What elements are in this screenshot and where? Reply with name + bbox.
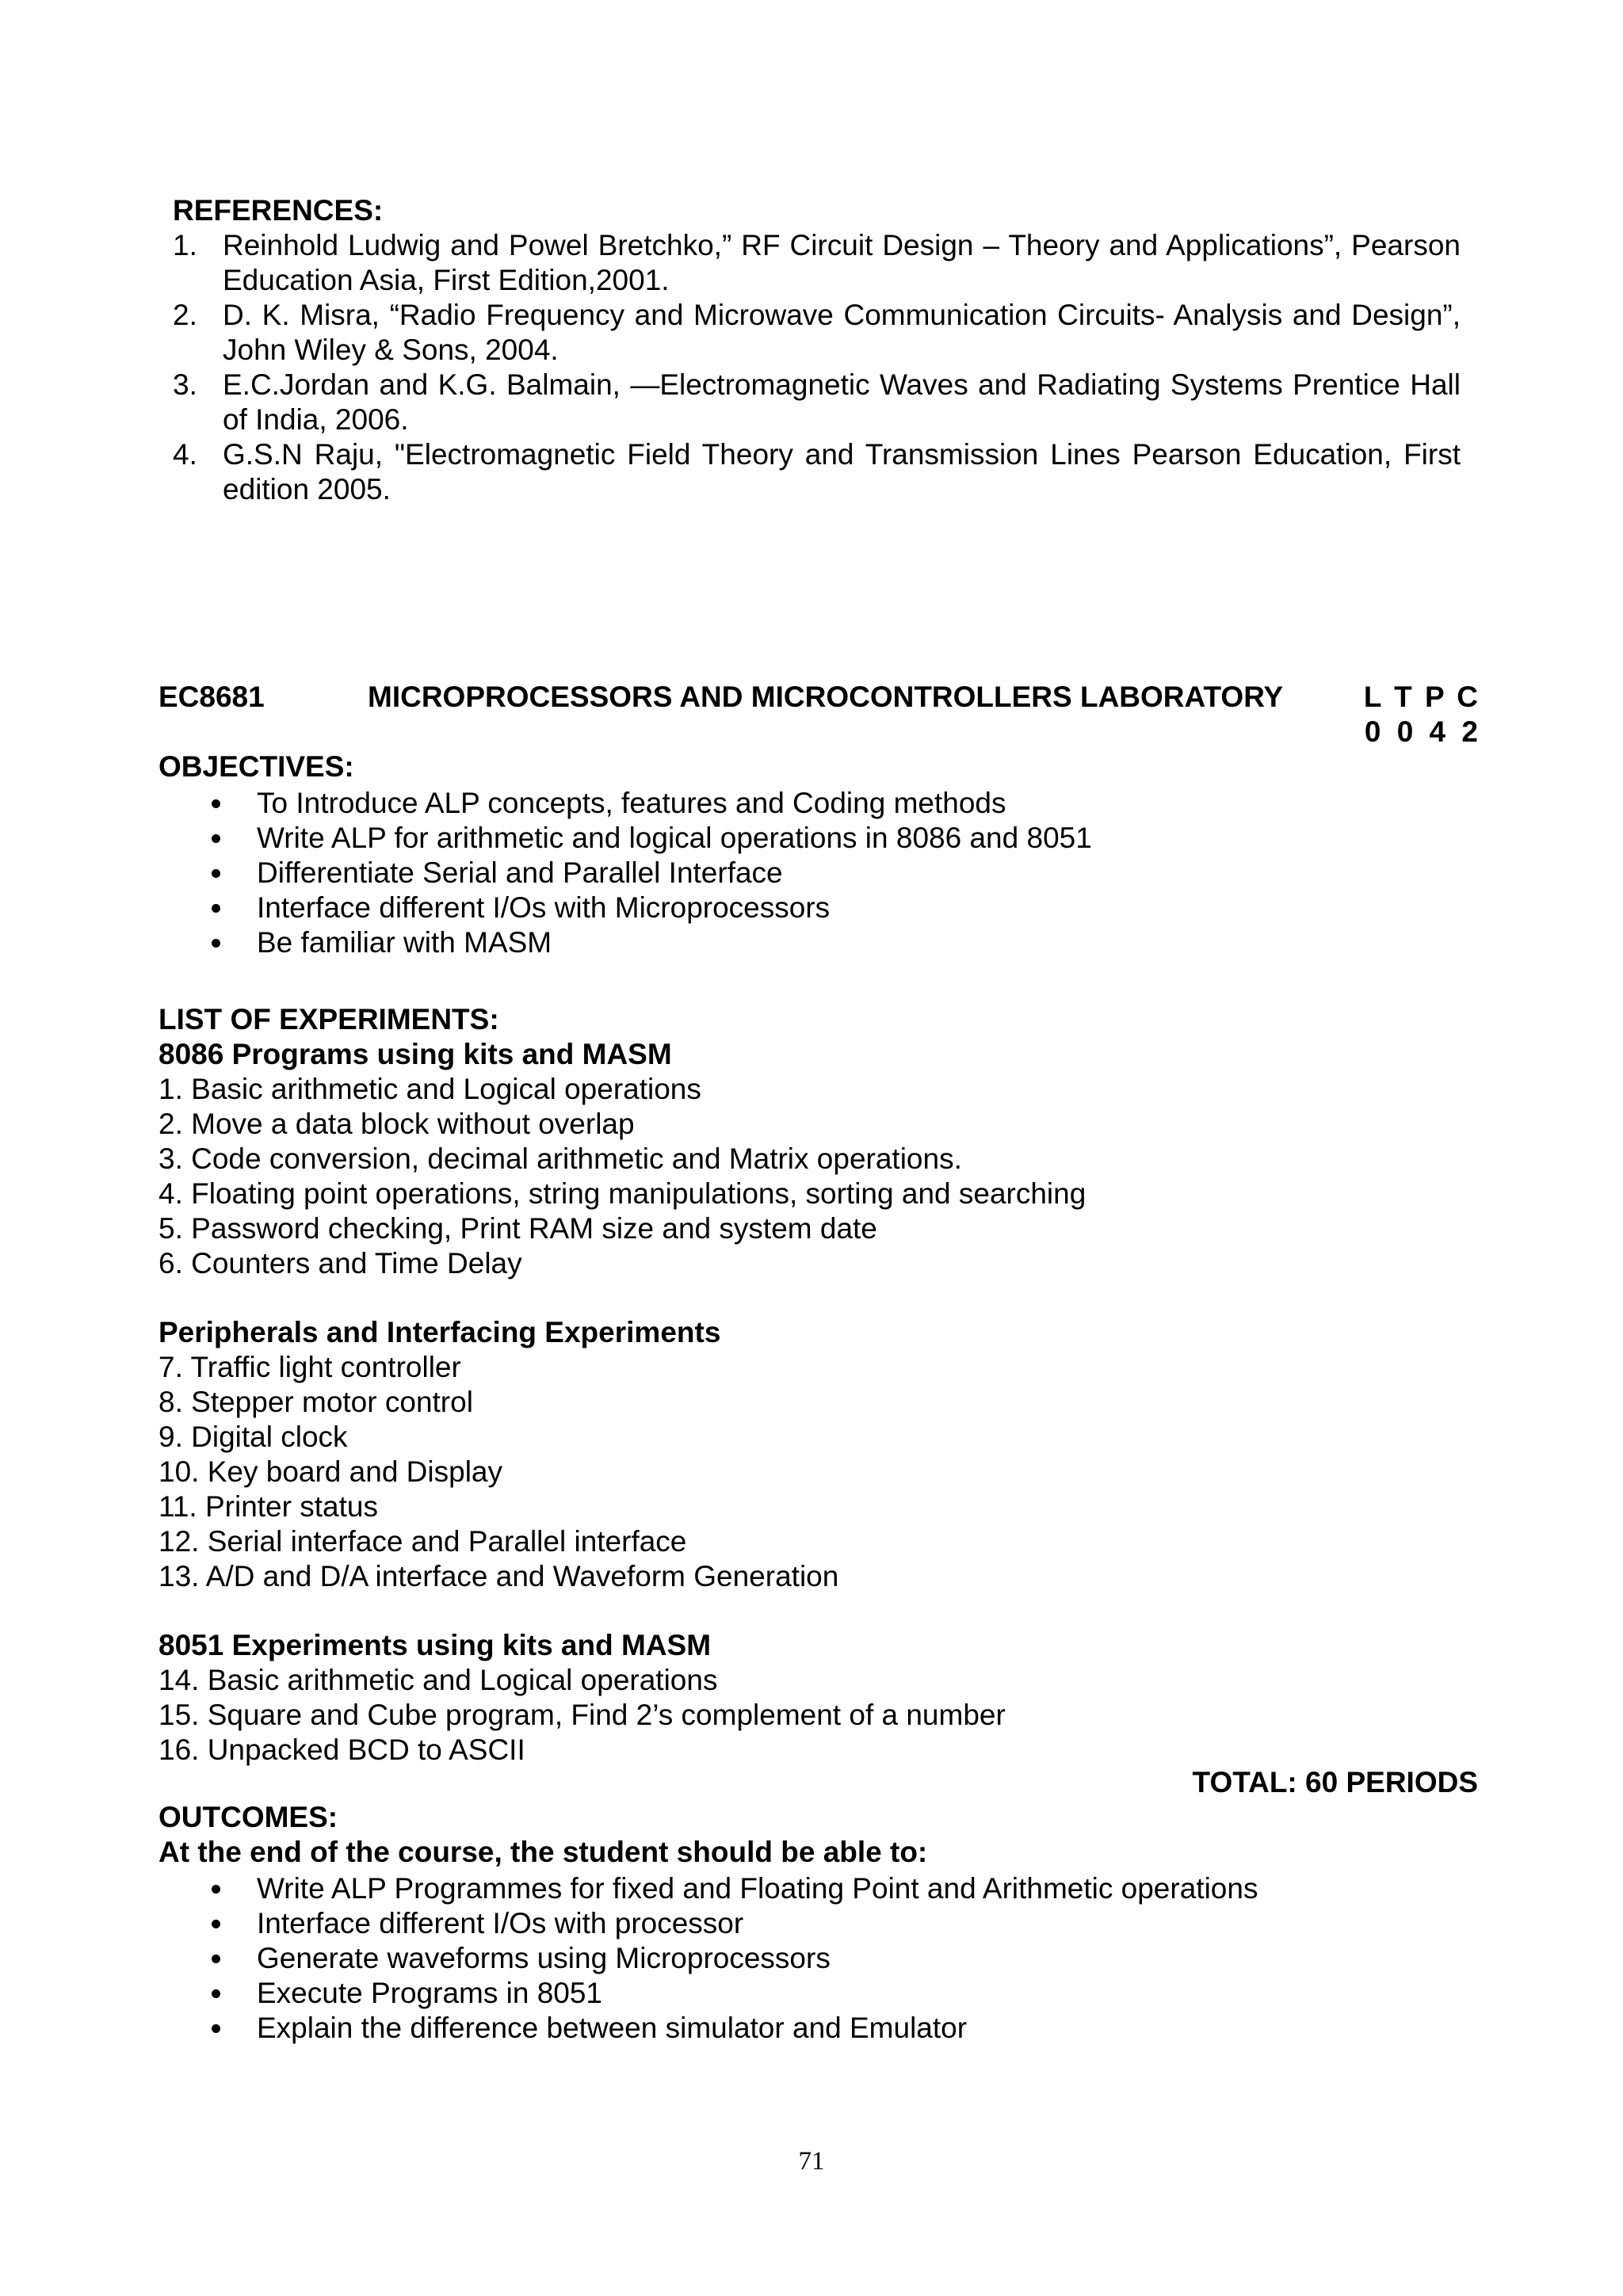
outcome-item: Generate waveforms using Microprocessors bbox=[158, 1941, 1478, 1976]
references-section bbox=[173, 193, 1461, 507]
reference-item bbox=[173, 437, 1461, 507]
total-periods: TOTAL: 60 PERIODS bbox=[1192, 1766, 1478, 1798]
outcomes-heading: OUTCOMES: bbox=[158, 1801, 338, 1833]
reference-text: Reinhold Ludwig and Powel Bretchko,” RF Circuit Design – Theory and Applications”, Pearson Education Asia, First Edition,2001. bbox=[223, 229, 1461, 296]
experiment-item: 15. Square and Cube program, Find 2’s complement of a number bbox=[158, 1699, 1006, 1731]
objectives-heading: OBJECTIVES: bbox=[158, 750, 354, 783]
course-code: EC8681 bbox=[158, 681, 265, 713]
experiment-item: 13. A/D and D/A interface and Waveform Generation bbox=[158, 1560, 839, 1592]
experiment-item: 11. Printer status bbox=[158, 1490, 378, 1523]
outcome-item: Explain the difference between simulator and Emulator bbox=[158, 2011, 1478, 2046]
experiment-item: 8. Stepper motor control bbox=[158, 1386, 473, 1418]
reference-number: 4. bbox=[173, 438, 197, 471]
section-8051 bbox=[158, 1628, 1478, 1768]
reference-item bbox=[173, 228, 1461, 298]
experiment-item: 3. Code conversion, decimal arithmetic and Matrix operations. bbox=[158, 1142, 962, 1175]
peripherals-section bbox=[158, 1315, 1478, 1594]
outcome-item: Interface different I/Os with processor bbox=[158, 1906, 1478, 1941]
reference-number: 1. bbox=[173, 229, 197, 261]
experiment-item: 5. Password checking, Print RAM size and system date bbox=[158, 1212, 877, 1245]
ltpc-labels: L T P C bbox=[1363, 681, 1478, 713]
section-peripherals-heading: Peripherals and Interfacing Experiments bbox=[158, 1316, 721, 1348]
reference-item bbox=[173, 298, 1461, 368]
experiments-heading: LIST OF EXPERIMENTS: bbox=[158, 1003, 499, 1035]
reference-text: E.C.Jordan and K.G. Balmain, ―Electromagnetic Waves and Radiating Systems Prentice Hall of India, 2006. bbox=[223, 368, 1461, 436]
reference-item bbox=[173, 368, 1461, 437]
experiment-item: 2. Move a data block without overlap bbox=[158, 1108, 635, 1140]
objective-item: To Introduce ALP concepts, features and Coding methods bbox=[158, 786, 1478, 821]
reference-text: G.S.N Raju, "Electromagnetic Field Theory and Transmission Lines Pearson Education, First edition 2005. bbox=[223, 438, 1461, 505]
experiment-item: 14. Basic arithmetic and Logical operations bbox=[158, 1664, 718, 1696]
objective-item: Interface different I/Os with Microprocessors bbox=[158, 891, 1478, 925]
outcomes-section bbox=[158, 1800, 1478, 2046]
experiments-section bbox=[158, 1002, 1478, 1281]
outcomes-list bbox=[158, 1871, 1478, 2046]
outcomes-subheading: At the end of the course, the student should be able to: bbox=[158, 1836, 928, 1868]
ltpc-values: 0 0 4 2 bbox=[1364, 715, 1478, 748]
objectives-list bbox=[158, 786, 1478, 960]
reference-number: 3. bbox=[173, 368, 197, 401]
section-8051-list bbox=[158, 1663, 1478, 1768]
references-list bbox=[173, 228, 1461, 507]
objective-item: Write ALP for arithmetic and logical operations in 8086 and 8051 bbox=[158, 821, 1478, 856]
experiment-item: 9. Digital clock bbox=[158, 1421, 348, 1453]
objective-item: Differentiate Serial and Parallel Interface bbox=[158, 856, 1478, 891]
experiment-item: 7. Traffic light controller bbox=[158, 1351, 461, 1383]
section-peripherals-list bbox=[158, 1350, 1478, 1594]
page-number: 71 bbox=[798, 2147, 825, 2176]
objective-item: Be familiar with MASM bbox=[158, 925, 1478, 960]
outcome-item: Execute Programs in 8051 bbox=[158, 1976, 1478, 2011]
objectives-section bbox=[158, 749, 1478, 960]
outcome-item: Write ALP Programmes for fixed and Floating Point and Arithmetic operations bbox=[158, 1871, 1478, 1906]
section-8086-heading: 8086 Programs using kits and MASM bbox=[158, 1038, 672, 1070]
experiment-item: 16. Unpacked BCD to ASCII bbox=[158, 1733, 525, 1766]
references-heading: REFERENCES: bbox=[173, 194, 384, 227]
experiment-item: 10. Key board and Display bbox=[158, 1455, 502, 1488]
reference-text: D. K. Misra, “Radio Frequency and Microwave Communication Circuits- Analysis and Design”, John Wiley & Sons, 2004. bbox=[223, 299, 1461, 366]
course-header bbox=[158, 680, 1478, 751]
experiment-item: 4. Floating point operations, string manipulations, sorting and searching bbox=[158, 1177, 1086, 1210]
reference-number: 2. bbox=[173, 299, 197, 331]
section-8051-heading: 8051 Experiments using kits and MASM bbox=[158, 1629, 712, 1661]
course-title: MICROPROCESSORS AND MICROCONTROLLERS LABORATORY bbox=[368, 681, 1284, 713]
experiment-item: 6. Counters and Time Delay bbox=[158, 1247, 522, 1280]
experiment-item: 1. Basic arithmetic and Logical operations bbox=[158, 1073, 701, 1105]
section-8086-list bbox=[158, 1072, 1478, 1281]
experiment-item: 12. Serial interface and Parallel interface bbox=[158, 1525, 687, 1558]
